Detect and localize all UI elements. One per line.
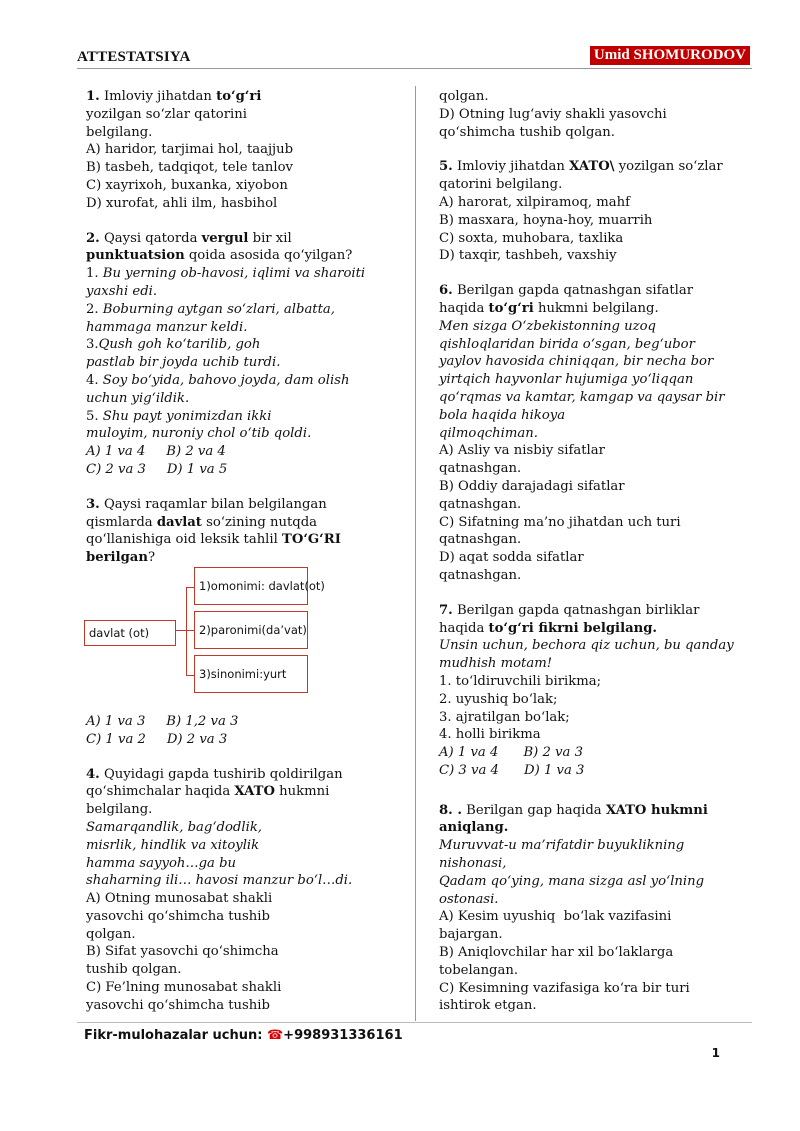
- question-3: 3. Qaysi raqamlar bilan belgilangan qismlarda davlat so‘zining nutqda qo‘llanishiga oid leksik tahlil TO‘G‘RI berilgan? davlat (ot) 1)omonimi: davlat(ot) 2)paronimi(da’vat) 3)sinonimi:yurt A) 1 va 3 B) 1,2 va 3 C) 1 va 2 D) 2 va 3: [86, 496, 404, 749]
- footer: [84, 1028, 403, 1043]
- author-badge: Umid SHOMURODOV: [590, 46, 750, 65]
- footer-label: Fikr-mulohazalar uchun:: [84, 1028, 267, 1043]
- question-4-continued: qolgan. D) Otning lug‘aviy shakli yasovchi qo‘shimcha tushib qolgan.: [439, 88, 757, 141]
- page-number: 1: [711, 1046, 720, 1060]
- right-column: [439, 88, 757, 1032]
- option-c[interactable]: C) Fe’lning munosabat shakli: [86, 980, 282, 996]
- options-row-1[interactable]: A) 1 va 4 B) 2 va 4: [86, 444, 226, 460]
- question-5: 5. Imloviy jihatdan XATO\ yozilgan so‘zlar qatorini belgilang. A) harorat, xilpiramoq, mahf B) masxara, hoyna-hoy, muarrih C) soxta, muhobara, taxlika D) taxqir, tashbeh, vaxshiy: [439, 158, 757, 265]
- options-row-1[interactable]: A) 1 va 3 B) 1,2 va 3: [86, 713, 239, 729]
- question-2: 2. Qaysi qatorda vergul bir xil punktuatsion qoida asosida qo‘yilgan? 1. Bu yerning ob-havosi, iqlimi va sharoiti yaxshi edi. 2. Boburning aytgan so‘zlari, albatta, hammaga manzur keldi. 3.Qush goh ko‘tarilib, goh pastlab bir joyda uchib turdi. 4. Soy bo‘yida, bahovo joyda, dam olish uchun yig‘ildik. 5. Shu payt yonimizdan ikki muloyim, nuroniy chol o‘tib qoldi. A) 1 va 4 B) 2 va 4 C) 2 va 3 D) 1 va 5: [86, 230, 404, 479]
- option-d[interactable]: D) Otning lug‘aviy shakli yasovchi: [439, 106, 667, 122]
- option-d[interactable]: D) xurofat, ahli ilm, hasbihol: [86, 195, 278, 211]
- question-4: 4. Quyidagi gapda tushirib qoldirilgan qo‘shimchalar haqida XATO hukmni belgilang. Samarqandlik, bag‘dodlik, misrlik, hindlik va xitoylik hamma sayyoh…ga bu shaharning ili… havosi manzur bo‘l…di. A) Otning munosabat shakli yasovchi qo‘shimcha tushib qolgan. B) Sifat yasovchi qo‘shimcha tushib qolgan. C) Fe’lning munosabat shakli yasovchi qo‘shimcha tushib: [86, 766, 404, 1015]
- option-a[interactable]: A) haridor, tarjimai hol, taajjub: [86, 142, 294, 158]
- option-b[interactable]: B) tasbeh, tadqiqot, tele tanlov: [86, 160, 293, 176]
- option-c[interactable]: C) soxta, muhobara, taxlika: [439, 230, 624, 246]
- option-c[interactable]: C) xayrixoh, buxanka, xiyobon: [86, 177, 288, 193]
- option-d[interactable]: D) aqat sodda sifatlar: [439, 550, 584, 566]
- options-row-2[interactable]: C) 3 va 4 D) 1 va 3: [439, 762, 585, 778]
- header-title: ATTESTATSIYA: [77, 49, 191, 65]
- option-d[interactable]: D) taxqir, tashbeh, vaxshiy: [439, 248, 617, 264]
- option-a[interactable]: A) Kesim uyushiq bo‘lak vazifasini: [439, 909, 672, 925]
- option-a[interactable]: A) Asliy va nisbiy sifatlar: [439, 443, 605, 459]
- option-a[interactable]: A) Otning munosabat shakli: [86, 891, 273, 907]
- column-divider: [415, 86, 416, 1021]
- left-column: [86, 88, 404, 1032]
- footer-phone[interactable]: +998931336161: [283, 1028, 403, 1043]
- diagram-box-3: 3)sinonimi:yurt: [194, 655, 308, 693]
- diagram-box-2: 2)paronimi(da’vat): [194, 611, 308, 649]
- options-row-2[interactable]: C) 2 va 3 D) 1 va 5: [86, 461, 228, 477]
- diagram-box-1: 1)omonimi: davlat(ot): [194, 567, 308, 605]
- option-b[interactable]: B) masxara, hoyna-hoy, muarrih: [439, 212, 653, 228]
- phone-icon: ☎: [266, 1028, 284, 1043]
- question-7: 7. Berilgan gapda qatnashgan birliklar haqida to‘g‘ri fikrni belgilang. Unsin uchun, bechora qiz uchun, bu qanday mudhish motam! 1. to‘ldiruvchili birikma; 2. uyushiq bo‘lak; 3. ajratilgan bo‘lak; 4. holli birikma A) 1 va 4 B) 2 va 3 C) 3 va 4 D) 1 va 3: [439, 602, 757, 780]
- footer-divider: [77, 1022, 752, 1023]
- options-row-1[interactable]: A) 1 va 4 B) 2 va 3: [439, 745, 583, 761]
- question-6: 6. Berilgan gapda qatnashgan sifatlar haqida to‘g‘ri hukmni belgilang. Men sizga O‘zbekistonning uzoq qishloqlaridan birida o‘sgan, beg‘ubor yaylov havosida chiniqqan, bir necha bor yirtqich hayvonlar hujumiga yo‘liqqan qo‘rqmas va kamtar, kamgap va qaysar bir bola haqida hikoya qilmoqchiman. A) Asliy va nisbiy sifatlar qatnashgan. B) Oddiy darajadagi sifatlar qatnashgan. C) Sifatning ma’no jihatdan uch turi qatnashgan. D) aqat sodda sifatlar qatnashgan.: [439, 282, 757, 585]
- question-8: 8. . Berilgan gap haqida XATO hukmni aniqlang. Muruvvat-u ma’rifatdir buyuklikning nishonasi, Qadam qo‘ying, mana sizga asl yo‘lning ostonasi. A) Kesim uyushiq bo‘lak vazifasini bajargan. B) Aniqlovchilar har xil bo‘laklarga tobelangan. C) Kesimning vazifasiga ko‘ra bir turi ishtirok etgan.: [439, 802, 757, 1016]
- option-b[interactable]: B) Oddiy darajadagi sifatlar: [439, 478, 625, 494]
- word-analysis-diagram: [86, 575, 404, 695]
- option-b[interactable]: B) Sifat yasovchi qo‘shimcha: [86, 944, 279, 960]
- header-divider: [77, 68, 752, 69]
- option-c[interactable]: C) Sifatning ma’no jihatdan uch turi: [439, 514, 681, 530]
- question-1: 1. Imloviy jihatdan to‘g‘ri yozilgan so‘zlar qatorini belgilang. A) haridor, tarjimai hol, taajjub B) tasbeh, tadqiqot, tele tanlov C) xayrixoh, buxanka, xiyobon D) xurofat, ahli ilm, hasbihol: [86, 88, 404, 213]
- options-row-2[interactable]: C) 1 va 2 D) 2 va 3: [86, 731, 228, 747]
- option-a[interactable]: A) harorat, xilpiramoq, mahf: [439, 194, 631, 210]
- option-c[interactable]: C) Kesimning vazifasiga ko‘ra bir turi: [439, 980, 690, 996]
- option-b[interactable]: B) Aniqlovchilar har xil bo‘laklarga: [439, 945, 674, 961]
- diagram-root: davlat (ot): [84, 620, 176, 646]
